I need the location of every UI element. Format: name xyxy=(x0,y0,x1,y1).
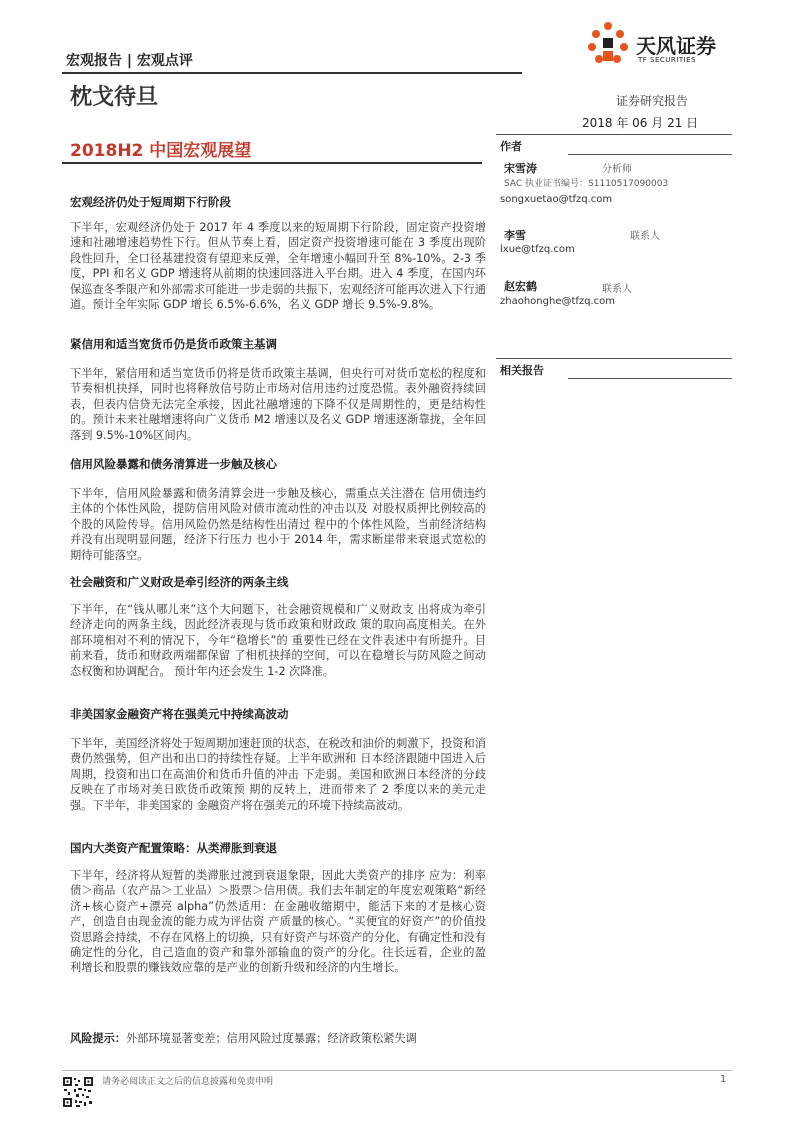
author-name: 李雪 xyxy=(504,229,526,242)
author-email[interactable]: zhaohonghe@tfzq.com xyxy=(500,296,616,307)
section-heading: 社会融资和广义财政是牵引经济的两条主线 xyxy=(70,575,289,589)
logo-name-en: TF SECURITIES xyxy=(638,56,697,64)
section-paragraph: 下半年，宏观经济仍处于 2017 年 4 季度以来的短周期下行阶段，固定资产投资增速和社融增速趋势性下行。但从节奏上看，固定资产投资增速可能在 3 季度出现阶段性回升，全口径基建投资有望迎来反弹，全年增速小幅回升至 8%-10%。2-3 季度，PPI 和名义 GDP 增速将从前期的快速回落进入平台期。进入 4 季度，在国内环保巡查冬季限产和外部需求可能进一步走弱的共振下，宏观经济可能再次进入下行通道。预计全年实际 GDP 增长 6.5%-6.6%，名义 GDP 增长 9.5%-9.8%。 xyxy=(70,221,486,312)
report-subtitle: 2018H2 中国宏观展望 xyxy=(70,141,252,161)
page-title: 枕戈待旦 xyxy=(70,85,159,110)
authors-top-rule xyxy=(496,134,732,135)
report-type: 证券研究报告 xyxy=(616,94,689,108)
author-name: 赵宏鹤 xyxy=(504,280,537,293)
section-heading: 宏观经济仍处于短周期下行阶段 xyxy=(70,195,231,209)
author-email[interactable]: songxuetao@tfzq.com xyxy=(500,194,613,205)
header-divider xyxy=(62,72,522,74)
author-cert: SAC 执业证书编号：S1110517090003 xyxy=(504,179,669,189)
section-paragraph: 下半年，紧信用和适当宽货币仍将是货币政策主基调，但央行可对货币宽松的程度和节奏相机抉择，同时也将释放信号防止市场对信用违约过度恐慌。表外融资持续回表，但表内信贷无法完全承接，因此社融增速的下降不仅是周期性的，更是结构性的。预计未来社融增速将向广义货币 M2 增速以及名义 GDP 增速逐渐靠拢，全年回落到 9.5%-10%区间内。 xyxy=(70,367,486,442)
section-paragraph: 下半年，美国经济将处于短周期加速赶顶的状态，在税改和油价的刺激下，投资和消费仍然强势，但产出和出口的持续性存疑。上半年欧洲和 日本经济跟随中国进入后周期，投资和出口在高油价和货币升值的冲击 下走弱。美国和欧洲日本经济的分歧反映在了市场对美日欧货币政策预 期的反转上，进而带来了 2 季度以来的美元走强。下半年，非美国家的 金融资产将在强美元的环境下持续高波动。 xyxy=(70,737,486,812)
author-email[interactable]: lxue@tfzq.com xyxy=(500,244,575,255)
report-category: 宏观报告 | 宏观点评 xyxy=(66,53,193,69)
section-heading: 信用风险暴露和债务清算进一步触及核心 xyxy=(70,457,277,471)
logo-name-cn: 天风证券 xyxy=(636,34,716,58)
authors-heading-rule xyxy=(568,154,732,155)
section-paragraph: 下半年，经济将从短暂的类滞胀过渡到衰退象限，因此大类资产的排序 应为：利率债＞商品（农产品＞工业品）＞股票＞信用债。我们去年制定的年度宏观策略“新经济+核心资产+漂亮 alpha”仍然适用：在金融收缩期中，能活下来的才是核心资产，创造自由现金流的能力成为评估资 产质量的核心。“买便宜的好资产”的价值投资思路会持续，不存在风格上的切换，只有好资产与坏资产的分化，有确定性和没有确定性的分化，自己造血的资产和靠外部输血的资产的分化。往长远看，企业的盈 利增长和股票的赚钱效应靠的是产业的创新升级和经济的内生增长。 xyxy=(70,869,486,975)
section-heading: 国内大类资产配置策略：从类滞胀到衰退 xyxy=(70,841,277,855)
authors-heading: 作者 xyxy=(500,140,522,153)
page-number: 1 xyxy=(720,1074,727,1085)
company-logo xyxy=(582,18,732,70)
footer-disclaimer: 请务必阅读正文之后的信息披露和免责申明 xyxy=(102,1077,274,1087)
section-heading: 非美国家金融资产将在强美元中持续高波动 xyxy=(70,707,289,721)
author-role: 分析师 xyxy=(602,164,632,175)
footer-divider xyxy=(62,1070,732,1071)
related-top-rule xyxy=(496,358,732,359)
related-heading-rule xyxy=(568,378,732,379)
section-paragraph: 下半年，在“钱从哪儿来”这个大问题下，社会融资规模和广义财政支 出将成为牵引经济走向的两条主线，因此经济表现与货币政策和财政政 策的取向高度相关。在外部环境相对不利的情况下，今年“稳增长”的 重要性已经在文件表述中有所提升。目前来看，货币和财政两端都保留 了相机抉择的空间，可以在稳增长与防风险之间动态权衡和协调配合。 预计年内还会发生 1-2 次降准。 xyxy=(70,603,486,678)
report-date: 2018 年 06 月 21 日 xyxy=(582,116,699,130)
risk-text: 外部环境显著变差；信用风险过度暴露；经济政策松紧失调 xyxy=(125,1032,417,1045)
author-name: 宋雪涛 xyxy=(504,162,537,175)
author-role: 联系人 xyxy=(602,284,632,295)
logo-flower-icon xyxy=(582,18,634,70)
section-paragraph: 下半年，信用风险暴露和债务清算会进一步触及核心，需重点关注潜在 信用债违约主体的个体性风险，提防信用风险对债市流动性的冲击以及 对股权质押比例较高的个股的风险传导。信用风险仍然是结构性出清过 程中的个体性风险，当前经济结构并没有出现明显问题，经济下行压力 也小于 2014 年，需求断崖带来衰退式宽松的期待可能落空。 xyxy=(70,487,486,562)
author-role: 联系人 xyxy=(630,231,660,242)
subtitle-divider xyxy=(62,162,482,164)
section-heading: 紧信用和适当宽货币仍是货币政策主基调 xyxy=(70,337,277,351)
qr-code-icon xyxy=(62,1076,94,1108)
related-heading: 相关报告 xyxy=(500,364,544,377)
risk-warning xyxy=(70,1030,490,1046)
risk-label: 风险提示： xyxy=(70,1032,126,1045)
